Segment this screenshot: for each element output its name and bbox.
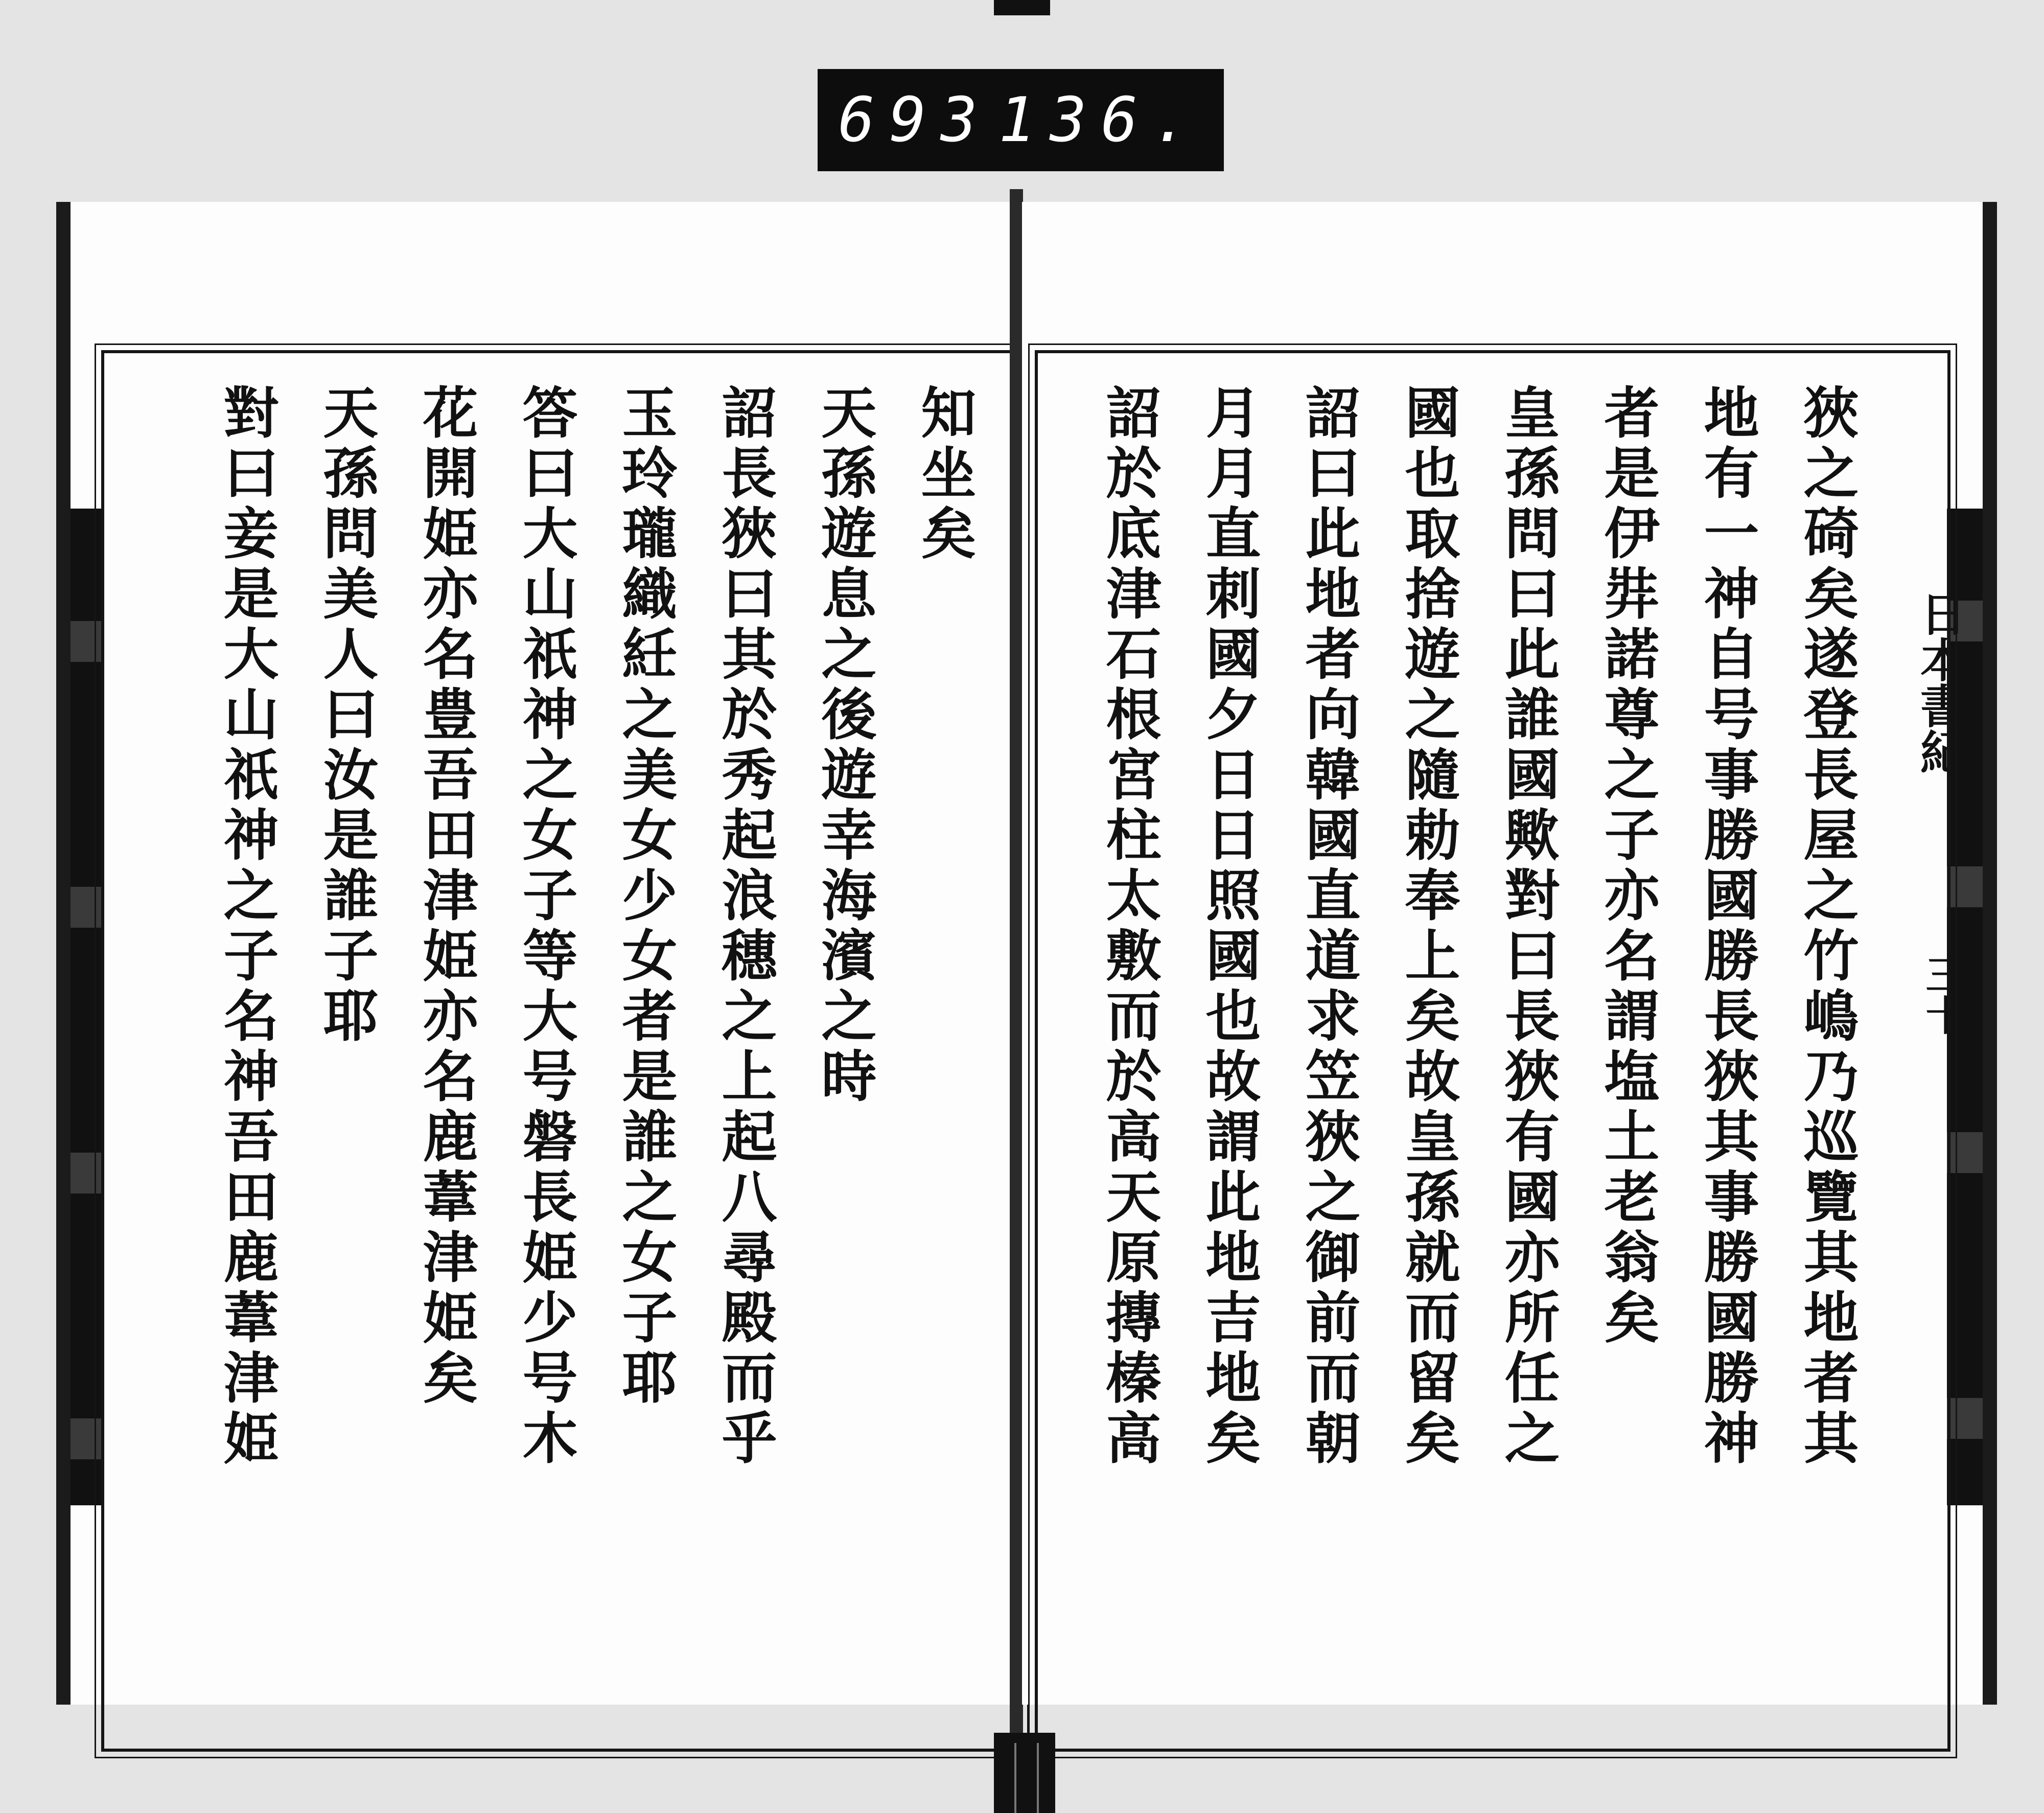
- text-column: 月月直刺國夕日日照國也故謂此地吉地矣: [1196, 384, 1261, 1470]
- left-page: [56, 202, 1029, 1705]
- scan-label-left-number: 693: [838, 84, 992, 156]
- book-spine: [1010, 189, 1023, 1733]
- left-page-bleed-edge: [71, 509, 101, 1505]
- scan-label-right-number: 136.: [998, 84, 1203, 156]
- text-column: 皇孫問曰此誰國歟對曰長狹有國亦所任之: [1495, 384, 1560, 1470]
- text-column: 國也取捨遊之隨勅奉上矣故皇孫就而留矣: [1396, 384, 1460, 1470]
- left-text-frame: [101, 350, 1022, 1752]
- scan-label: [818, 69, 1224, 171]
- text-column: 天孫問美人曰汝是誰子耶: [314, 384, 378, 1047]
- text-column: 詔於底津石根宮柱太敷而於高天原摶榛高: [1097, 384, 1161, 1470]
- text-column: 者是伊弉諾尊之子亦名謂塩土老翁矣: [1595, 384, 1659, 1349]
- folio-number: 三十: [1919, 953, 1967, 1035]
- folio-title: 日本書紀: [1912, 590, 1966, 774]
- text-column: 對曰妾是大山祇神之子名神吾田鹿葦津姫: [214, 384, 278, 1470]
- text-column: 答曰大山祇神之女子等大号磐長姫少号木: [513, 384, 577, 1470]
- text-column: 地有一神自号事勝國勝長狹其事勝國勝神: [1694, 384, 1759, 1470]
- right-text-columns: [1074, 384, 1871, 1723]
- text-column: 天孫遊息之後遊幸海濱之時: [812, 384, 876, 1108]
- text-column: 狹之碕矣遂登長屋之竹嶋乃巡覽其地者其: [1794, 384, 1859, 1470]
- text-column: 知坐矣: [912, 384, 976, 565]
- binding-tab-bottom: [994, 1733, 1055, 1813]
- right-page: [1022, 202, 1997, 1705]
- text-column: 玉玲瓏織紝之美女少女者是誰之女子耶: [613, 384, 677, 1409]
- text-column: 花開姫亦名豊吾田津姫亦名鹿葦津姫矣: [413, 384, 478, 1409]
- left-text-columns: [140, 384, 988, 1723]
- text-column: 詔曰此地者向韓國直道求笠狹之御前而朝: [1296, 384, 1360, 1470]
- right-text-frame: [1035, 350, 1950, 1752]
- text-column: 詔長狹曰其於秀起浪穗之上起八尋殿而乎: [712, 384, 777, 1470]
- binding-tab-top: [994, 0, 1050, 15]
